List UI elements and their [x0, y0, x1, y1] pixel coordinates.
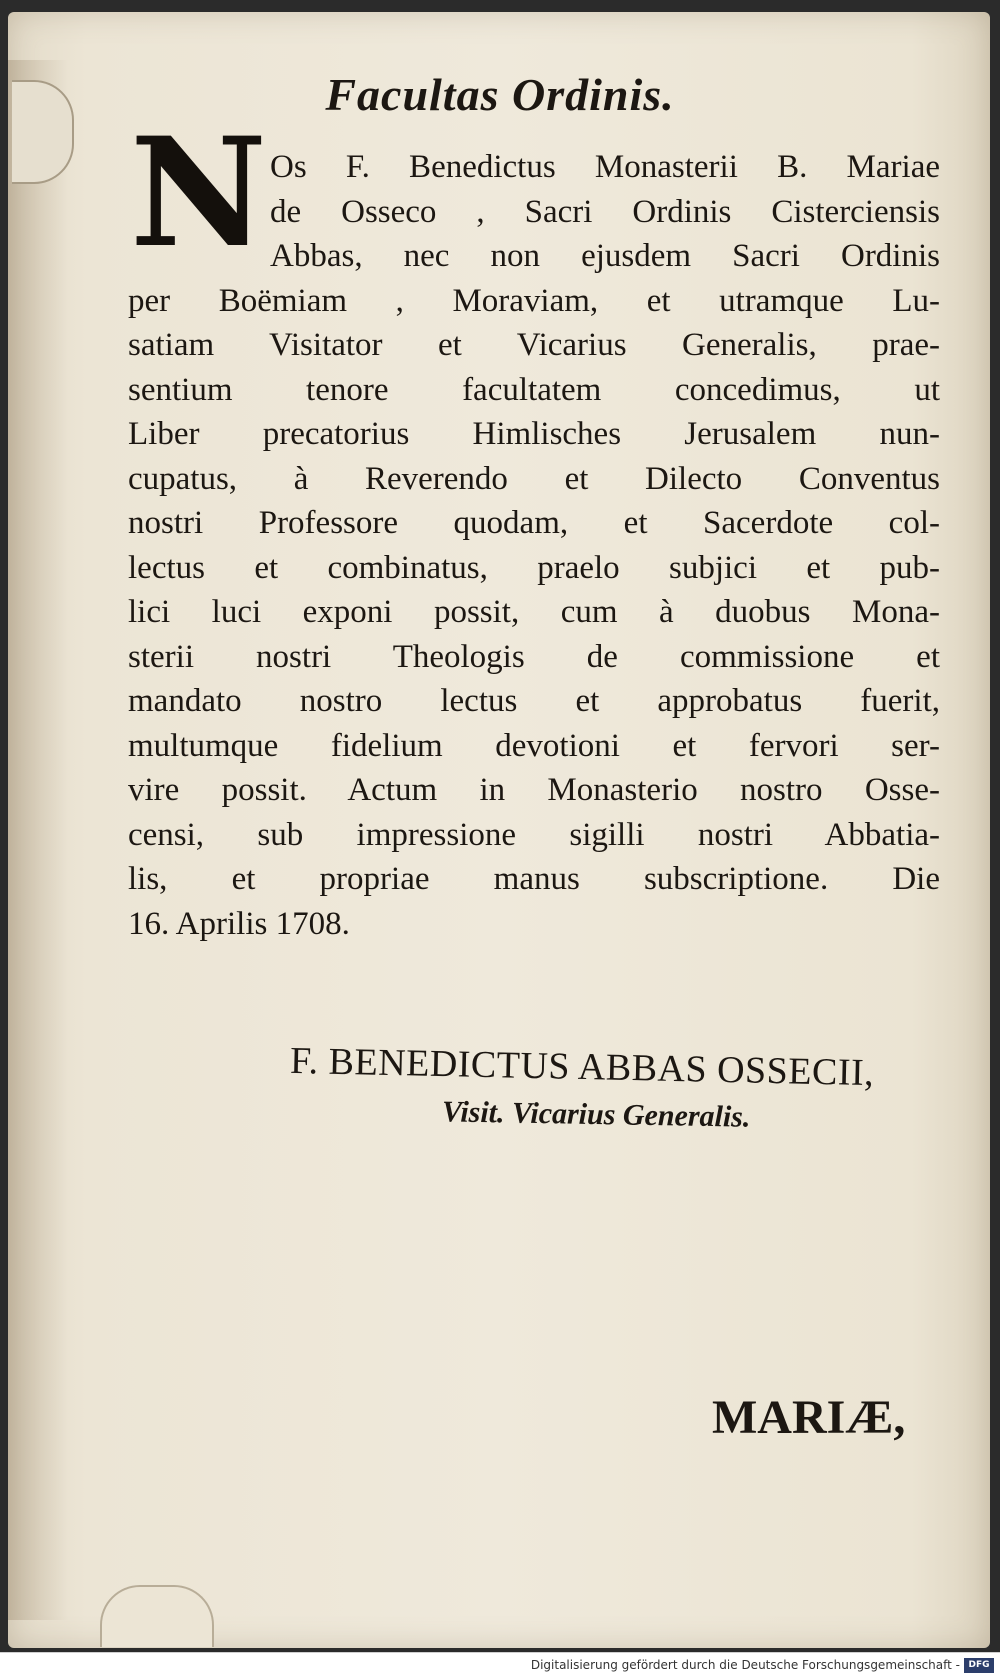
text-line: sentium tenore facultatem concedimus, ut	[128, 371, 940, 408]
page-gutter-shadow	[8, 60, 68, 1620]
signature-name: F. BENEDICTUS ABBAS OSSECII,	[289, 1039, 875, 1095]
text-line: multumque fidelium devotioni et fervori ser-	[128, 727, 940, 764]
text-line: lici luci exponi possit, cum à duobus Mona-	[128, 594, 940, 630]
footer-credit: Digitalisierung gefördert durch die Deutsche Forschungsgemeinschaft -	[530, 1658, 960, 1672]
drop-cap: N	[130, 105, 268, 281]
text-line: mandato nostro lectus et approbatus fuerit,	[128, 683, 940, 719]
text-line: Liber precatorius Himlisches Jerusalem nun-	[128, 416, 940, 452]
text-line: Os F. Benedictus Monasterii B. Mariae	[270, 149, 940, 185]
page-bottom-tab	[100, 1585, 214, 1647]
text-line: de Osseco , Sacri Ordinis Cisterciensis	[270, 193, 940, 230]
text-line: 16. Aprilis 1708.	[128, 905, 350, 942]
text-line: nostri Professore quodam, et Sacerdote col-	[128, 505, 940, 541]
signature-title: Visit. Vicarius Generalis.	[441, 1095, 751, 1134]
footer-bar	[0, 1652, 1000, 1679]
dfg-logo: DFG	[964, 1658, 994, 1673]
catchword: MARIÆ,	[712, 1391, 906, 1444]
text-line: Abbas, nec non ejusdem Sacri Ordinis	[270, 238, 940, 274]
text-line: lis, et propriae manus subscriptione. Die	[128, 861, 940, 897]
text-line: per Boëmiam , Moraviam, et utramque Lu-	[128, 282, 940, 319]
text-line: satiam Visitator et Vicarius Generalis, prae-	[128, 327, 940, 363]
text-line: lectus et combinatus, praelo subjici et pub-	[128, 549, 940, 586]
text-line: cupatus, à Reverendo et Dilecto Conventus	[128, 460, 940, 497]
body-text	[128, 145, 940, 946]
text-line: vire possit. Actum in Monasterio nostro Osse-	[128, 772, 940, 808]
text-line: censi, sub impressione sigilli nostri Abbatia-	[128, 816, 940, 853]
page-title: Facultas Ordinis.	[325, 69, 675, 120]
text-line: sterii nostri Theologis de commissione et	[128, 638, 940, 675]
